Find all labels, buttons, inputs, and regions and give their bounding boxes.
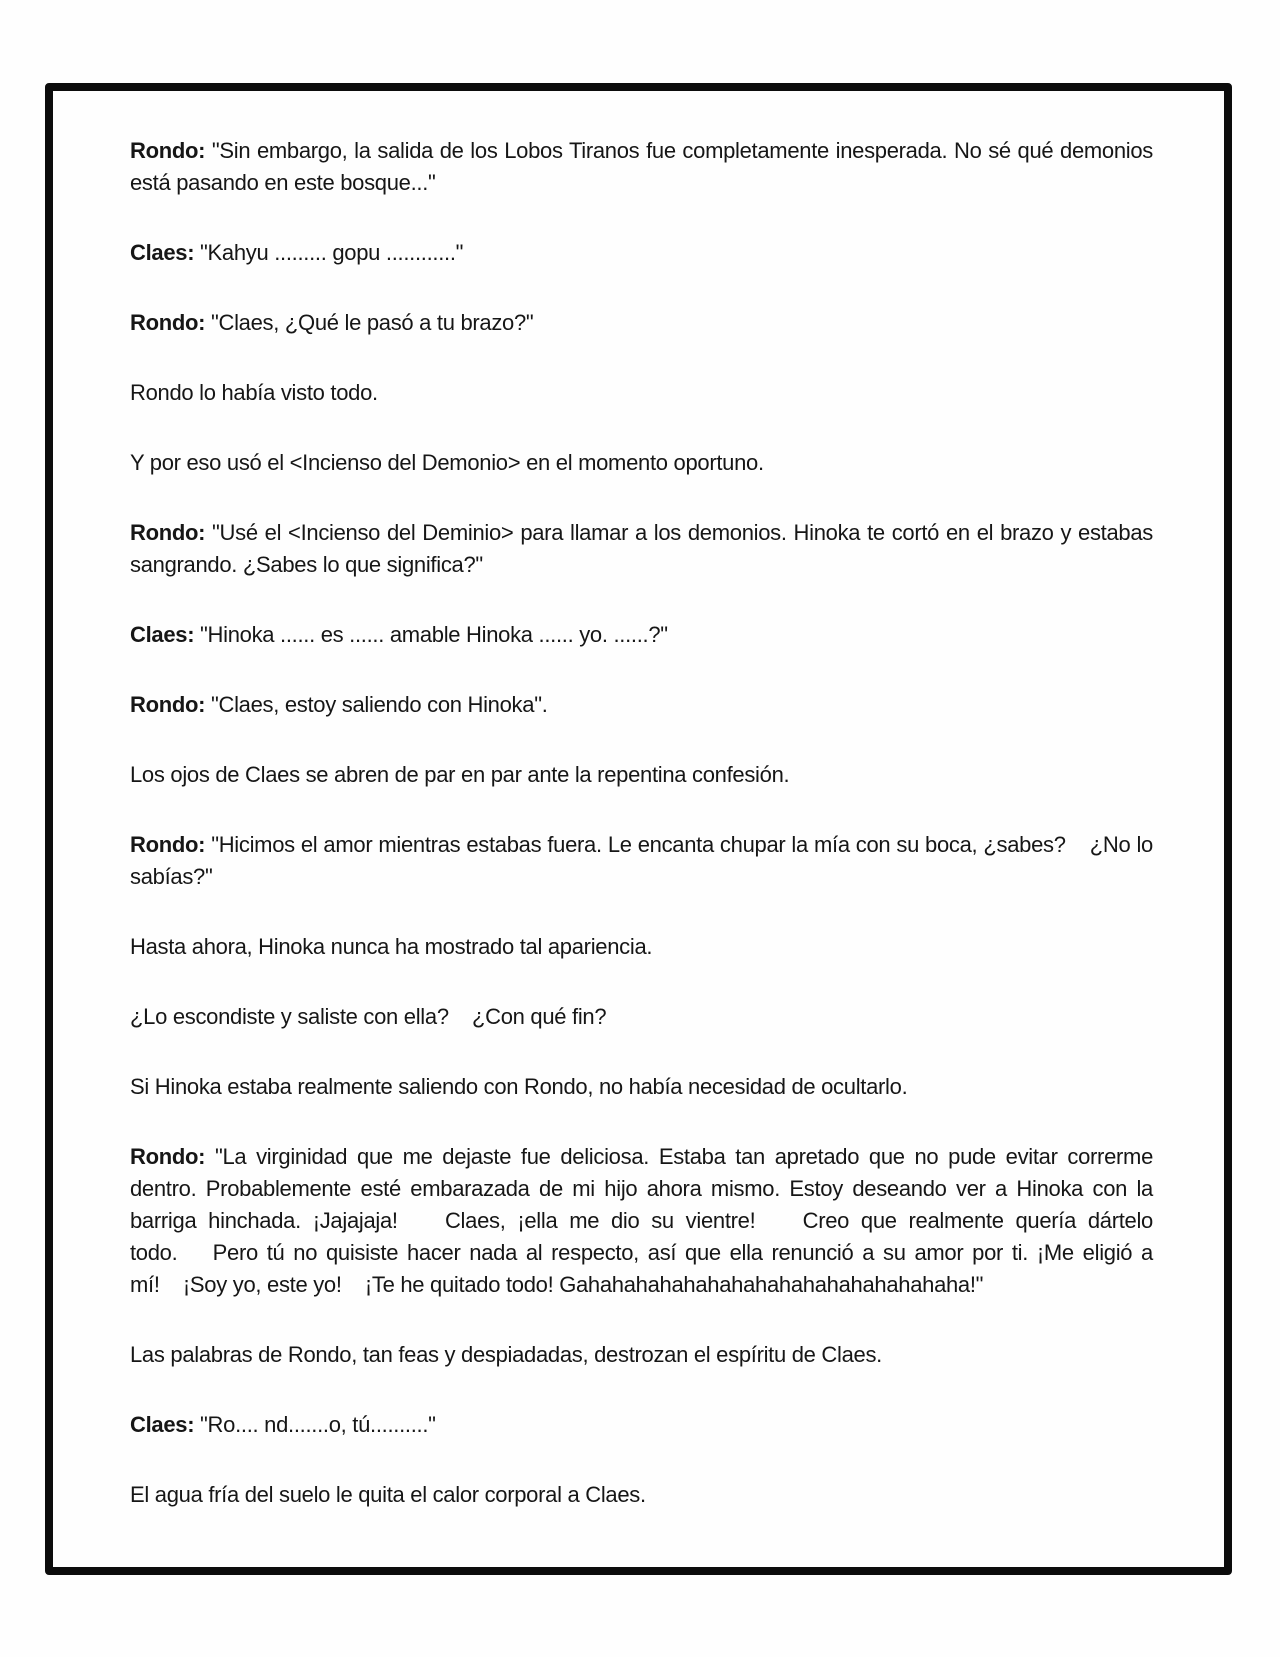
- paragraph-text: "Hicimos el amor mientras estabas fuera. Le encanta chupar la mía con su boca, ¿sabes? ¿No lo sabías?": [130, 832, 1153, 889]
- paragraph-text: "Claes, estoy saliendo con Hinoka".: [210, 692, 548, 717]
- speaker-label: Claes:: [130, 240, 195, 265]
- paragraph: [130, 135, 1153, 199]
- paragraph: [130, 829, 1153, 893]
- paragraph: [130, 307, 1153, 339]
- paragraph-text: "Sin embargo, la salida de los Lobos Tiranos fue completamente inesperada. No sé qué demonios está pasando en este bosque...": [130, 138, 1153, 195]
- speaker-label: Rondo:: [130, 692, 206, 717]
- speaker-label: Rondo:: [130, 138, 206, 163]
- paragraph: [130, 1141, 1153, 1301]
- paragraph: [130, 1409, 1153, 1441]
- paragraph-text: Y por eso usó el <Incienso del Demonio> en el momento oportuno.: [130, 450, 764, 475]
- paragraph: [130, 931, 1153, 963]
- paragraph-text: El agua fría del suelo le quita el calor corporal a Claes.: [130, 1482, 646, 1507]
- speaker-label: Claes:: [130, 622, 195, 647]
- paragraph: [130, 377, 1153, 409]
- paragraph: [130, 1479, 1153, 1511]
- speaker-label: Rondo:: [130, 310, 206, 335]
- paragraph-text: "La virginidad que me dejaste fue deliciosa. Estaba tan apretado que no pude evitar correrme dentro. Probablemente esté embarazada de mi hijo ahora mismo. Estoy deseando ver a Hinoka con la barriga hinchada. ¡Jajajaja! Claes, ¡ella me dio su vientre! Creo que realmente quería dártelo todo. Pero tú no quisiste hacer nada al respecto, así que ella renunció a su amor por ti. ¡Me eligió a mí! ¡Soy yo, este yo! ¡Te he quitado todo! Gahahahahahahahahahahahahahahahaha!": [130, 1144, 1154, 1297]
- paragraph: [130, 759, 1153, 791]
- paragraph: [130, 619, 1153, 651]
- paragraph: [130, 1071, 1153, 1103]
- paragraph-text: Las palabras de Rondo, tan feas y despiadadas, destrozan el espíritu de Claes.: [130, 1342, 882, 1367]
- speaker-label: Rondo:: [130, 832, 206, 857]
- speaker-label: Claes:: [130, 1412, 195, 1437]
- paragraph-text: Rondo lo había visto todo.: [130, 380, 378, 405]
- paragraph-text: Hasta ahora, Hinoka nunca ha mostrado tal apariencia.: [130, 934, 653, 959]
- paragraph-text: ¿Lo escondiste y saliste con ella? ¿Con qué fin?: [130, 1004, 607, 1029]
- paragraph-text: "Usé el <Incienso del Deminio> para llamar a los demonios. Hinoka te cortó en el brazo y estabas sangrando. ¿Sabes lo que significa?": [130, 520, 1153, 577]
- paragraph: [130, 517, 1153, 581]
- paragraph-text: Si Hinoka estaba realmente saliendo con Rondo, no había necesidad de ocultarlo.: [130, 1074, 908, 1099]
- paragraph: [130, 447, 1153, 479]
- paragraph-text: Los ojos de Claes se abren de par en par ante la repentina confesión.: [130, 762, 790, 787]
- paragraph-text: "Hinoka ...... es ...... amable Hinoka ...... yo. ......?": [200, 622, 668, 647]
- paragraph: [130, 1339, 1153, 1371]
- page-border-frame: [45, 83, 1232, 1575]
- paragraph-text: "Claes, ¿Qué le pasó a tu brazo?": [210, 310, 534, 335]
- paragraph-text: "Kahyu ......... gopu ............": [200, 240, 464, 265]
- paragraph: [130, 689, 1153, 721]
- speaker-label: Rondo:: [130, 1144, 206, 1169]
- paragraph: [130, 237, 1153, 269]
- paragraph: [130, 1001, 1153, 1033]
- speaker-label: Rondo:: [130, 520, 206, 545]
- paragraph-text: "Ro.... nd.......o, tú..........": [200, 1412, 436, 1437]
